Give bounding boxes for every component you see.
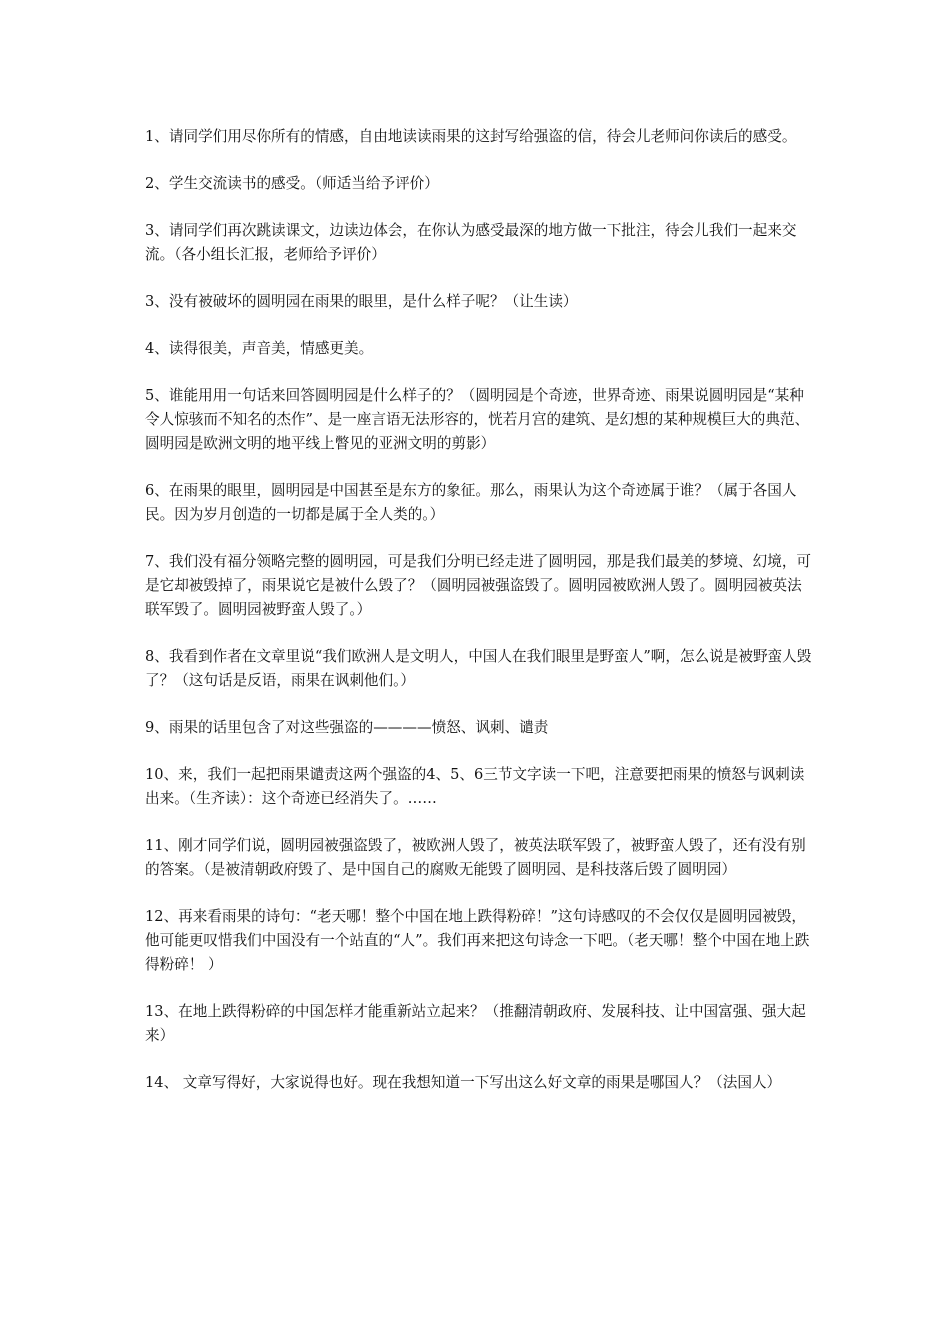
paragraph-15: 14、 文章写得好，大家说得也好。现在我想知道一下写出这么好文章的雨果是哪国人？（法国人） [145, 1074, 782, 1091]
paragraph-3: 3、请同学们再次跳读课文，边读边体会，在你认为感受最深的地方做一下批注，待会儿我们一起来交流。（各小组长汇报，老师给予评价） [145, 222, 797, 263]
paragraph-2: 2、学生交流读书的感受。（师适当给予评价） [145, 175, 439, 192]
paragraph-14: 13、在地上跌得粉碎的中国怎样才能重新站立起来？（推翻清朝政府、发展科技、让中国富强、强大起来） [145, 1003, 806, 1044]
paragraph-13: 12、再来看雨果的诗句：“老天哪！整个中国在地上跌得粉碎！”这句诗感叹的不会仅仅是圆明园被毁，他可能更叹惜我们中国没有一个站直的“人”。我们再来把这句诗念一下吧。（老天哪！整个中国在地上跌得粉碎！ ） [145, 908, 810, 973]
paragraph-4: 3、没有被破坏的圆明园在雨果的眼里，是什么样子呢？（让生读） [145, 293, 578, 310]
paragraph-5: 4、读得很美，声音美，情感更美。 [145, 340, 374, 357]
paragraph-1: 1、请同学们用尽你所有的情感，自由地读读雨果的这封写给强盗的信，待会儿老师问你读后的感受。 [145, 128, 797, 145]
paragraph-9: 8、我看到作者在文章里说“我们欧洲人是文明人，中国人在我们眼里是野蛮人”啊，怎么说是被野蛮人毁了？（这句话是反语，雨果在讽刺他们。） [145, 648, 812, 689]
document-body [145, 125, 813, 1118]
paragraph-8: 7、我们没有福分领略完整的圆明园，可是我们分明已经走进了圆明园，那是我们最美的梦境、幻境，可是它却被毁掉了，雨果说它是被什么毁了？（圆明园被强盗毁了。圆明园被欧洲人毁了。圆明园被英法联军毁了。圆明园被野蛮人毁了。） [145, 553, 812, 618]
paragraph-12: 11、刚才同学们说，圆明园被强盗毁了，被欧洲人毁了，被英法联军毁了，被野蛮人毁了，还有没有别的答案。（是被清朝政府毁了、是中国自己的腐败无能毁了圆明园、是科技落后毁了圆明园） [145, 837, 806, 878]
paragraph-10: 9、雨果的话里包含了对这些强盗的————愤怒、讽刺、谴责 [145, 719, 549, 736]
paragraph-11: 10、来，我们一起把雨果谴责这两个强盗的4、5、6三节文字读一下吧，注意要把雨果的愤怒与讽刺读出来。（生齐读）：这个奇迹已经消失了。…… [145, 766, 805, 807]
paragraph-6: 5、谁能用用一句话来回答圆明园是什么样子的？（圆明园是个奇迹，世界奇迹、雨果说圆明园是“某种令人惊骇而不知名的杰作”、是一座言语无法形容的，恍若月宫的建筑、是幻想的某种规模巨大的典范、圆明园是欧洲文明的地平线上瞥见的亚洲文明的剪影） [145, 387, 810, 452]
paragraph-7: 6、在雨果的眼里，圆明园是中国甚至是东方的象征。那么，雨果认为这个奇迹属于谁？（属于各国人民。因为岁月创造的一切都是属于全人类的。） [145, 482, 797, 523]
